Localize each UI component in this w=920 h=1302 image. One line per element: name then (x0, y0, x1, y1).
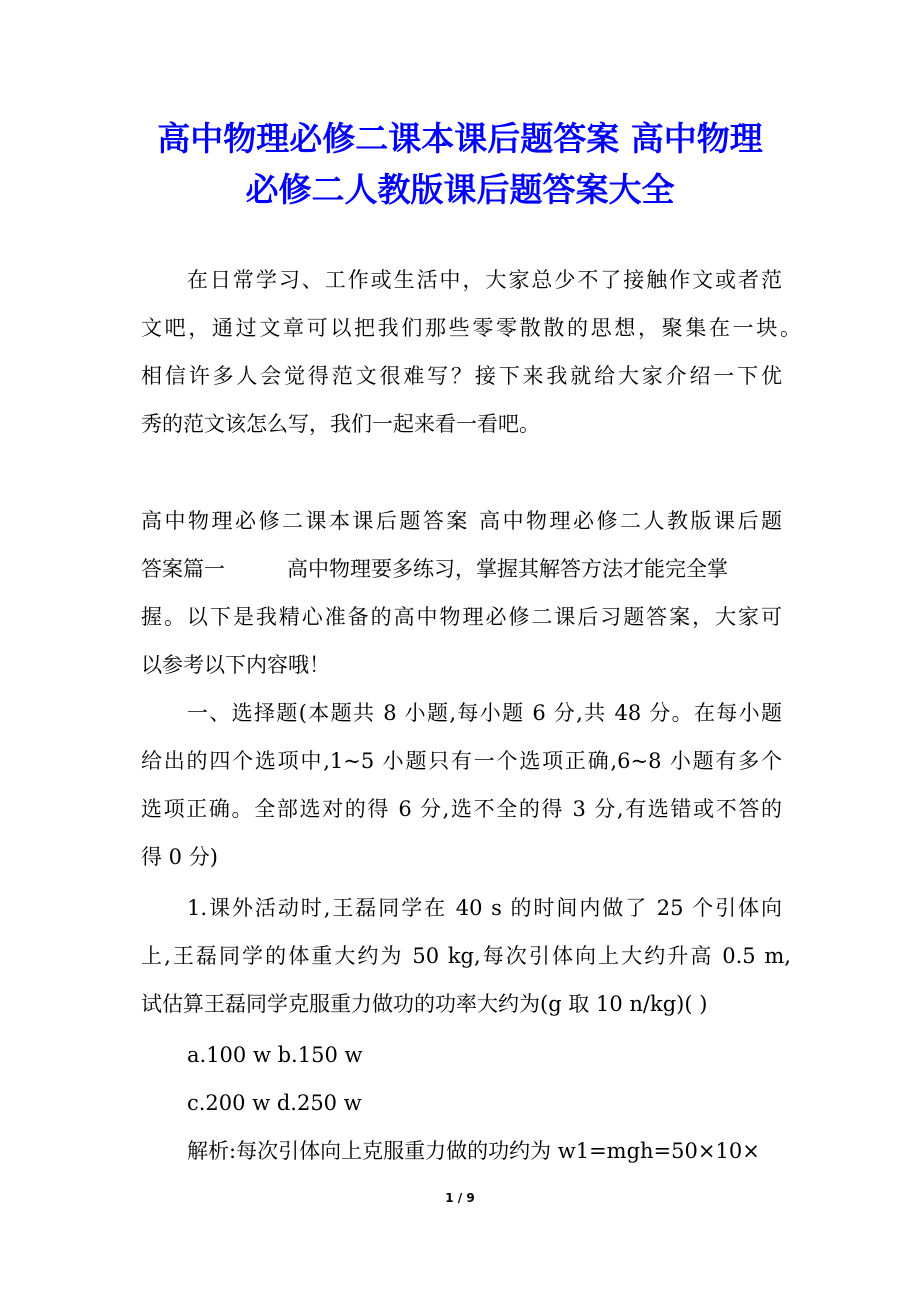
options-a-b: a.100 w b.150 w (187, 1043, 363, 1067)
section-line-1: 高中物理必修二课本课后题答案 高中物理必修二人教版课后题 (141, 509, 782, 533)
section-line-2 (141, 554, 782, 584)
instructions-line-4: 得 0 分) (141, 845, 218, 869)
page-number: 1 / 9 (445, 1191, 475, 1205)
options-c-d: c.200 w d.250 w (187, 1091, 362, 1115)
question-1-line-1: 1.课外活动时,王磊同学在 40 s 的时间内做了 25 个引体向 (187, 896, 782, 920)
intro-line-2: 文吧，通过文章可以把我们那些零零散散的思想，聚集在一块。 (141, 316, 801, 340)
instructions-line-1: 一、选择题(本题共 8 小题,每小题 6 分,共 48 分。在每小题 (187, 701, 782, 725)
section-line-2-text: 高中物理要多练习，掌握其解答方法才能完全掌 (287, 557, 728, 581)
section-line-3: 握。以下是我精心准备的高中物理必修二课后习题答案，大家可 (141, 605, 782, 629)
instructions-line-2: 给出的四个选项中,1~5 小题只有一个选项正确,6~8 小题有多个 (141, 749, 782, 773)
analysis-line: 解析:每次引体向上克服重力做的功约为 w1=mgh=50×10× (187, 1139, 760, 1163)
intro-line-3: 相信许多人会觉得范文很难写？接下来我就给大家介绍一下优 (141, 364, 782, 388)
question-1-line-3: 试估算王磊同学克服重力做功的功率大约为(g 取 10 n/kg)( ) (141, 992, 708, 1016)
document-title-line-2: 必修二人教版课后题答案大全 (245, 170, 675, 209)
document-title-line-1: 高中物理必修二课本课后题答案 高中物理 (157, 119, 763, 158)
question-1-line-2: 上,王磊同学的体重大约为 50 kg,每次引体向上大约升高 0.5 m, (141, 944, 791, 968)
instructions-line-3: 选项正确。全部选对的得 6 分,选不全的得 3 分,有选错或不答的 (141, 797, 782, 821)
intro-line-4: 秀的范文该怎么写，我们一起来看一看吧。 (141, 412, 540, 436)
section-line-4: 以参考以下内容哦！ (141, 653, 330, 677)
intro-line-1: 在日常学习、工作或生活中，大家总少不了接触作文或者范 (187, 268, 782, 292)
section-heading-label: 答案篇一 (141, 557, 225, 581)
